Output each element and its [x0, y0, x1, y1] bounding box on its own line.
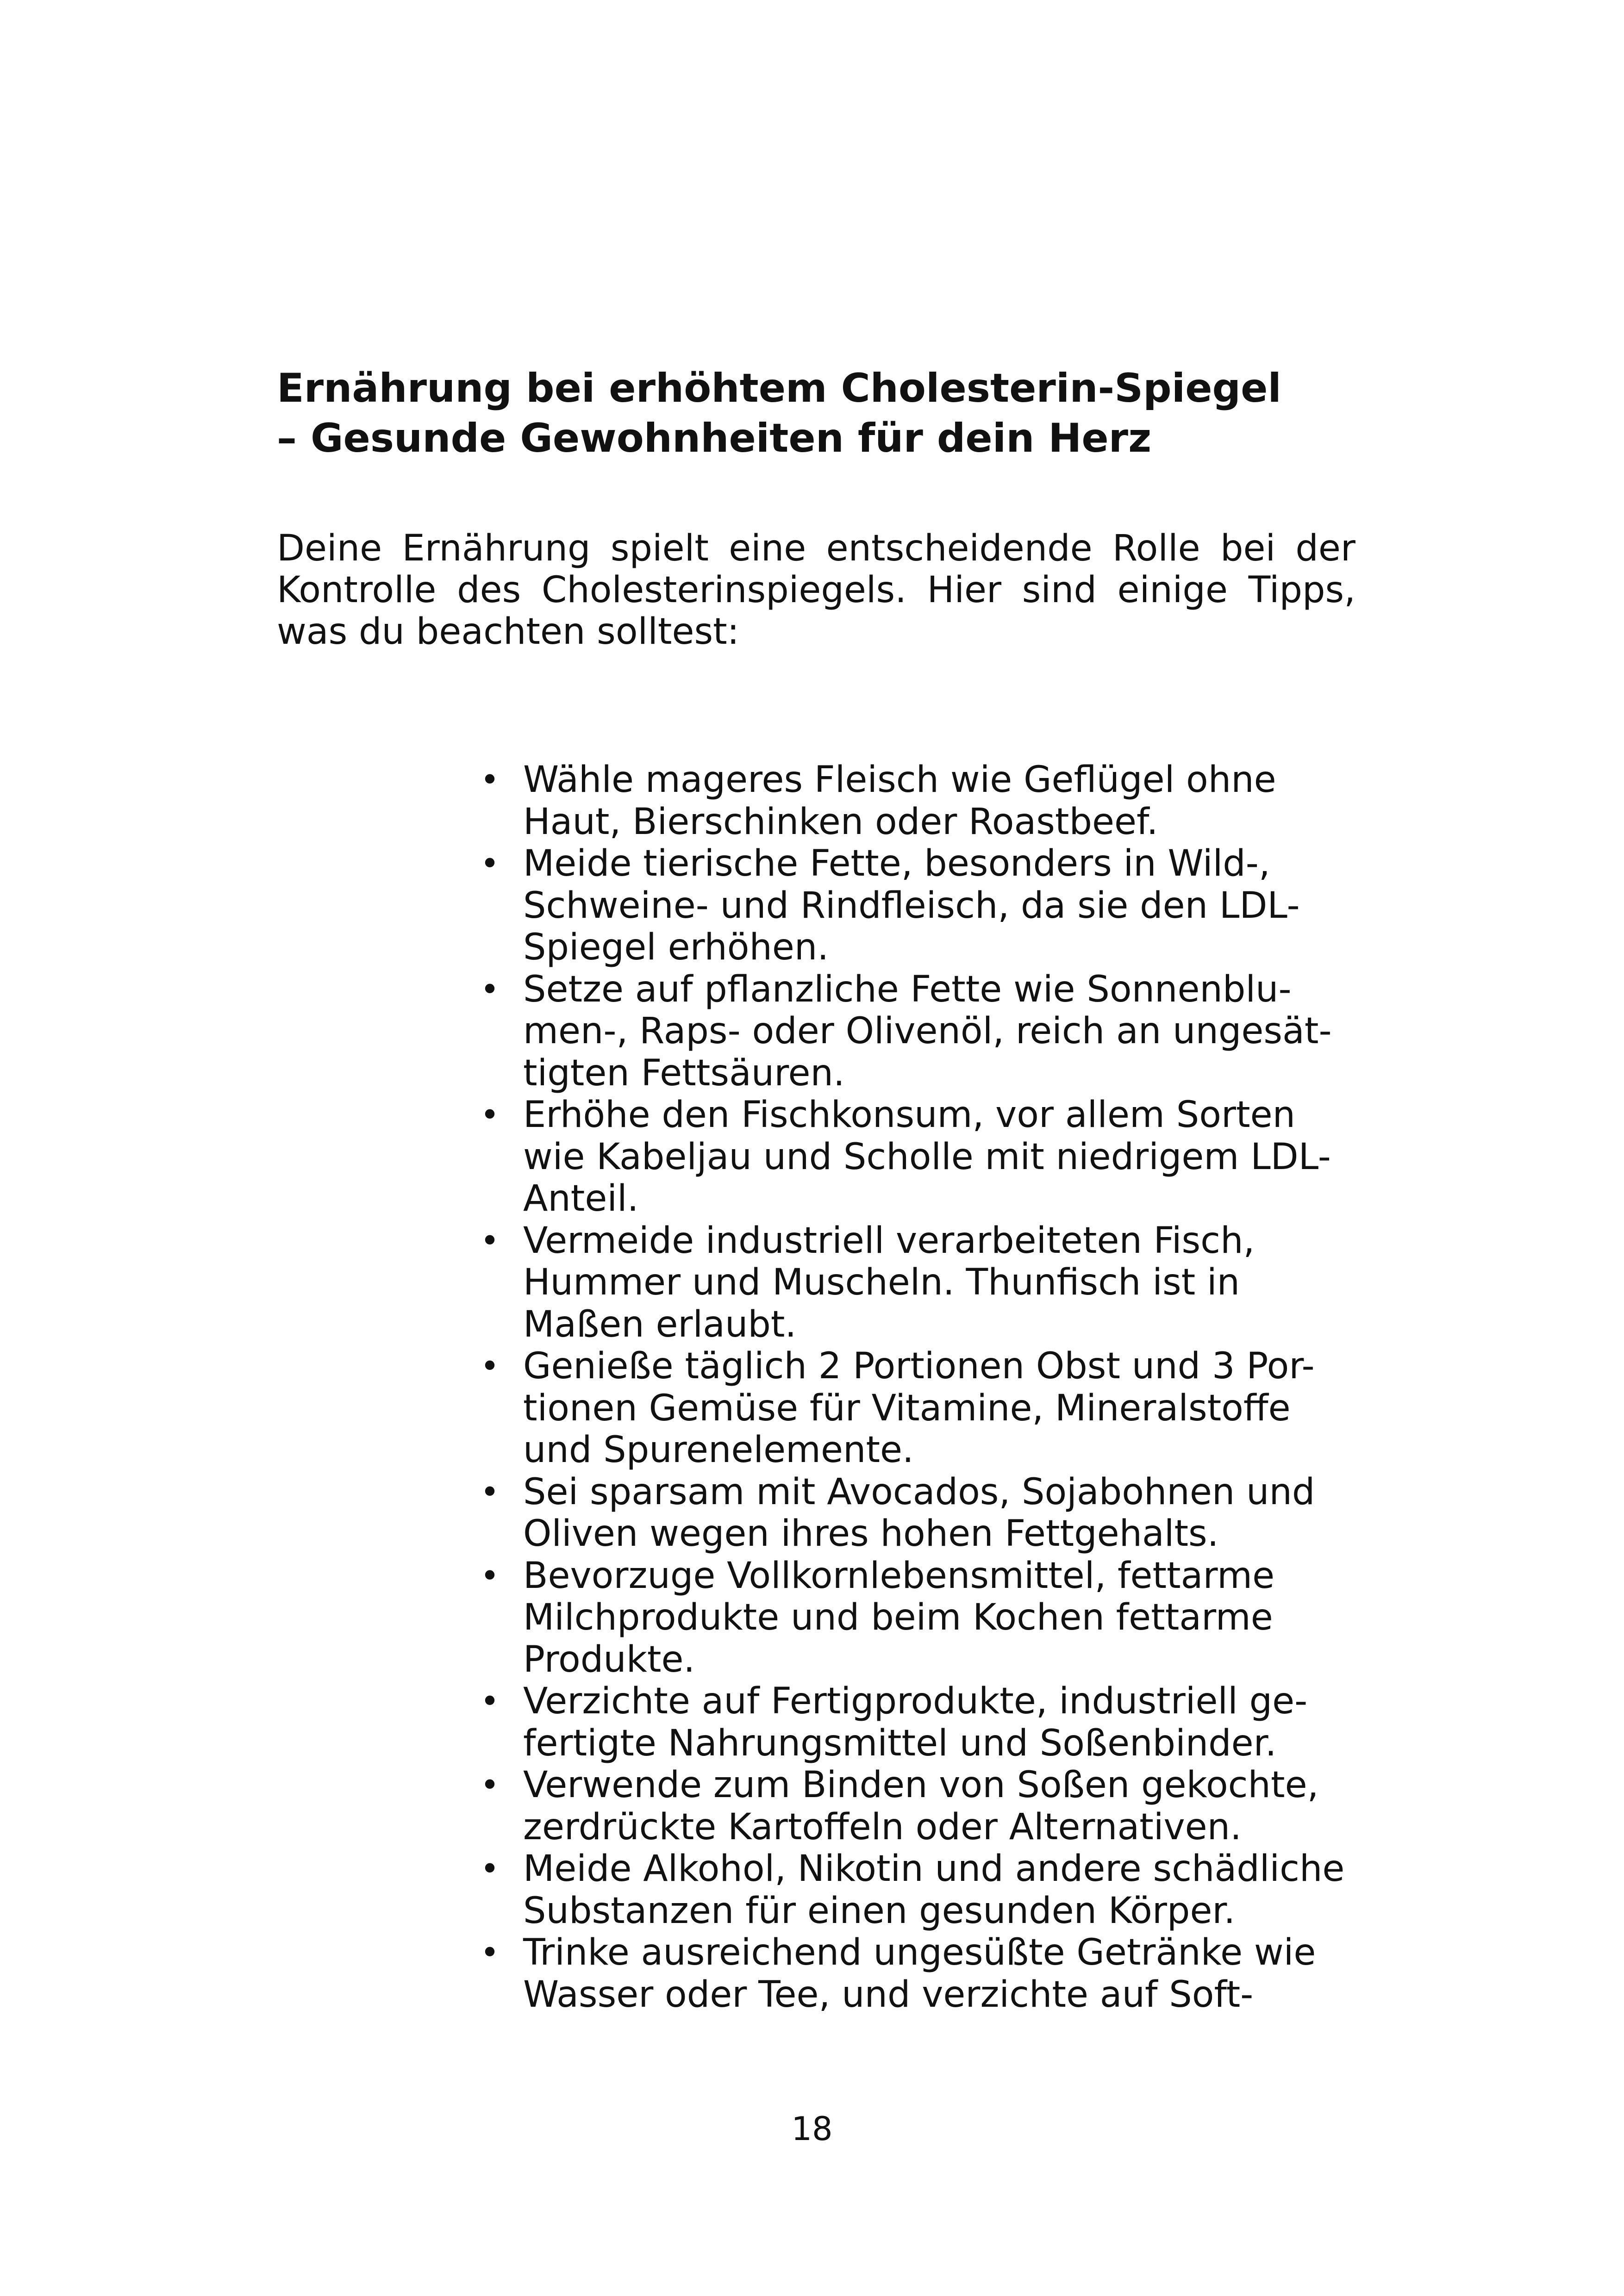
list-item-text: Genieße täglich 2 Portionen Obst und 3 Por-: [523, 1345, 1315, 1387]
list-item-text: und Spurenelemente.: [523, 1429, 914, 1471]
list-item-text: Bevorzuge Vollkornlebensmittel, fettarme: [523, 1555, 1275, 1597]
list-item: [463, 1094, 1366, 1220]
list-item-text: Maßen erlaubt.: [523, 1303, 797, 1345]
list-item-text: zerdrückte Kartoffeln oder Alternativen.: [523, 1806, 1242, 1848]
list-item-text: Meide tierische Fette, besonders in Wild-,: [523, 843, 1270, 884]
list-item: [463, 1680, 1366, 1764]
list-item-text: Spiegel erhöhen.: [523, 927, 829, 968]
list-item: [463, 1932, 1366, 2016]
list-item-text: Erhöhe den Fischkonsum, vor allem Sorten: [523, 1094, 1296, 1136]
list-item: [463, 1764, 1366, 1848]
list-item-text: men-, Raps- oder Olivenöl, reich an ungesät-: [523, 1010, 1332, 1052]
bullet-icon: •: [480, 761, 500, 799]
bullet-icon: •: [480, 1682, 500, 1720]
list-item-text: wie Kabeljau und Scholle mit niedrigem LDL-: [523, 1136, 1331, 1178]
list-item-text: Trinke ausreichend ungesüßte Getränke wie: [523, 1932, 1316, 1973]
bullet-icon: •: [480, 1556, 500, 1595]
list-item-text: Produkte.: [523, 1638, 695, 1680]
bullet-icon: •: [480, 1096, 500, 1134]
list-item-text: Oliven wegen ihres hohen Fettgehalts.: [523, 1513, 1219, 1555]
bullet-icon: •: [480, 1934, 500, 1972]
bullet-icon: •: [480, 1766, 500, 1804]
list-item-text: Wasser oder Tee, und verzichte auf Soft-: [523, 1973, 1254, 2016]
bullet-icon: •: [480, 845, 500, 883]
bullet-icon: •: [480, 1347, 500, 1385]
intro-line-1: Deine Ernährung spielt eine entscheidende Rolle bei der: [277, 528, 1355, 569]
list-item-text: Meide Alkohol, Nikotin und andere schädliche: [523, 1848, 1345, 1890]
list-item: [463, 1848, 1366, 1932]
tips-list: [463, 759, 1366, 2016]
bullet-icon: •: [480, 1221, 500, 1260]
intro-line-2: Kontrolle des Cholesterinspiegels. Hier sind einige Tipps,: [277, 569, 1355, 611]
bullet-icon: •: [480, 1473, 500, 1511]
list-item-text: Substanzen für einen gesunden Körper.: [523, 1890, 1236, 1932]
list-item-text: tionen Gemüse für Vitamine, Mineralstoffe: [523, 1387, 1291, 1429]
title-line-1: Ernährung bei erhöhtem Cholesterin-Spiegel: [277, 365, 1281, 411]
list-item: [463, 1345, 1366, 1471]
list-item-text: Verzichte auf Fertigprodukte, industriell ge-: [523, 1680, 1308, 1722]
list-item: [463, 759, 1366, 843]
list-item-text: Setze auf pflanzliche Fette wie Sonnenblu-: [523, 968, 1292, 1010]
list-item-text: Milchprodukte und beim Kochen fettarme: [523, 1597, 1273, 1638]
intro-paragraph: [277, 528, 1355, 653]
list-item-text: fertigte Nahrungsmittel und Soßenbinder.: [523, 1722, 1277, 1764]
list-item-text: Anteil.: [523, 1178, 639, 1220]
intro-line-3: was du beachten solltest:: [277, 611, 739, 653]
list-item: [463, 1471, 1366, 1555]
bullet-icon: •: [480, 1850, 500, 1888]
list-item-text: Sei sparsam mit Avocados, Sojabohnen und: [523, 1471, 1315, 1513]
list-item-text: Haut, Bierschinken oder Roastbeef.: [523, 801, 1158, 843]
list-item-text: Wähle mageres Fleisch wie Geflügel ohne: [523, 759, 1276, 801]
title-line-2: – Gesunde Gewohnheiten für dein Herz: [277, 415, 1152, 461]
list-item-text: Verwende zum Binden von Soßen gekochte,: [523, 1764, 1319, 1806]
bullet-icon: •: [480, 970, 500, 1008]
list-item: [463, 1555, 1366, 1681]
list-item-text: Vermeide industriell verarbeiteten Fisch,: [523, 1220, 1255, 1262]
list-item-text: Schweine- und Rindfleisch, da sie den LDL-: [523, 884, 1300, 927]
list-item: [463, 843, 1366, 969]
list-item: [463, 969, 1366, 1095]
list-item-text: tigten Fettsäuren.: [523, 1052, 845, 1094]
list-item: [463, 1220, 1366, 1346]
page-number: 18: [791, 2110, 833, 2148]
page-title: [277, 363, 1388, 463]
list-item-text: Hummer und Muscheln. Thunfisch ist in: [523, 1262, 1240, 1303]
